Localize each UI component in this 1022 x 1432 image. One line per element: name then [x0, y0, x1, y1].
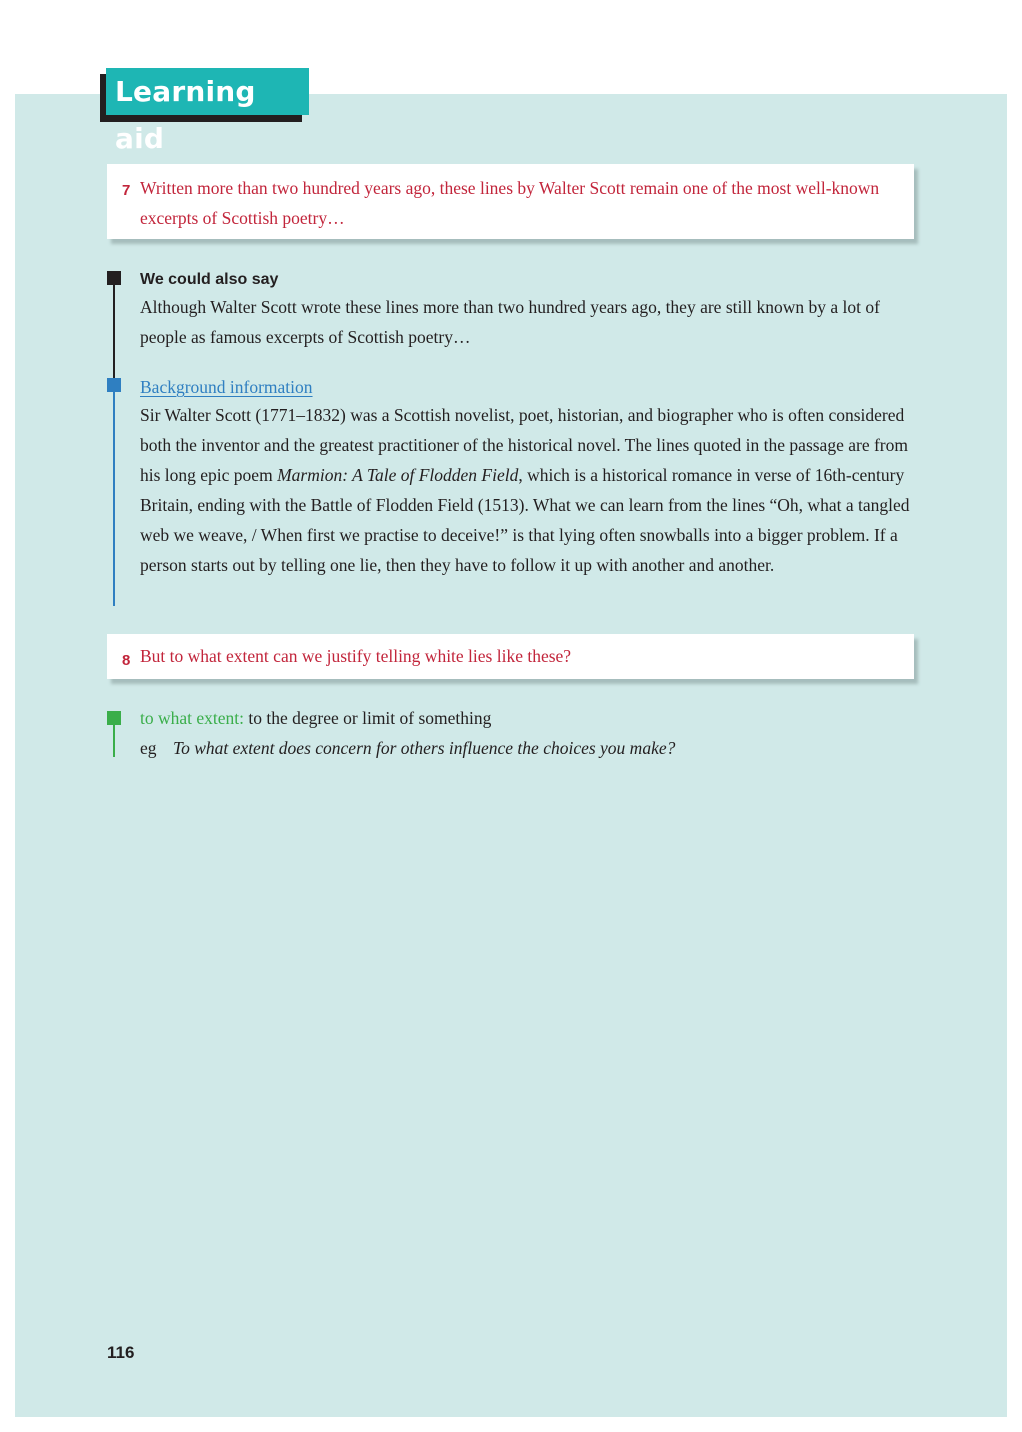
could-also-say-section: [107, 271, 917, 381]
page-title: Learning aid: [106, 68, 309, 115]
could-also-say-text: Although Walter Scott wrote these lines more than two hundred years ago, they are still known by a lot of people as famous excerpts of Scottish poetry…: [140, 297, 880, 347]
question-text: Written more than two hundred years ago, these lines by Walter Scott remain one of the most well-known excerpts of Scottish poetry…: [140, 178, 880, 228]
background-heading[interactable]: Background information: [140, 377, 313, 397]
section-rule: [113, 725, 115, 757]
vocab-term: to what extent:: [140, 708, 245, 728]
background-text-part-2: , which is a historical romance in verse of 16th-century Britain, ending with the Battle of Flodden Field (1513). What we can learn from the lines “Oh, what a tangled web we weave, / When first we practise to deceive!” is that lying often snowballs into a bigger problem. If a person starts out by telling one lie, then they have to follow it up with another and another.: [140, 465, 910, 575]
background-section: [107, 378, 917, 608]
section-rule: [113, 392, 115, 606]
question-8-box: [107, 634, 914, 679]
black-square-marker: [107, 271, 121, 285]
background-text: [140, 400, 920, 580]
vocab-section: [107, 708, 917, 771]
green-square-marker: [107, 711, 121, 725]
page-number: 116: [107, 1343, 135, 1362]
blue-square-marker: [107, 378, 121, 392]
vocab-entry: [140, 703, 920, 763]
question-number: 8: [122, 652, 131, 669]
question-text: But to what extent can we justify telling white lies like these?: [140, 646, 572, 666]
section-rule: [113, 285, 115, 381]
could-also-say-heading: We could also say: [140, 271, 279, 288]
background-text-part-1: Sir Walter Scott (1771–1832) was a Scottish novelist, poet, historian, and biographer who is often considered both the inventor and the greatest practitioner of the historical novel. The lines quoted in the passage are from his long epic poem: [140, 405, 908, 485]
question-7-box: [107, 164, 914, 239]
poem-title: Marmion: A Tale of Flodden Field: [277, 465, 519, 485]
vocab-definition: to the degree or limit of something: [244, 708, 492, 728]
vocab-example: To what extent does concern for others influence the choices you make?: [173, 738, 676, 758]
question-number: 7: [122, 182, 131, 199]
eg-label: eg: [140, 738, 157, 758]
